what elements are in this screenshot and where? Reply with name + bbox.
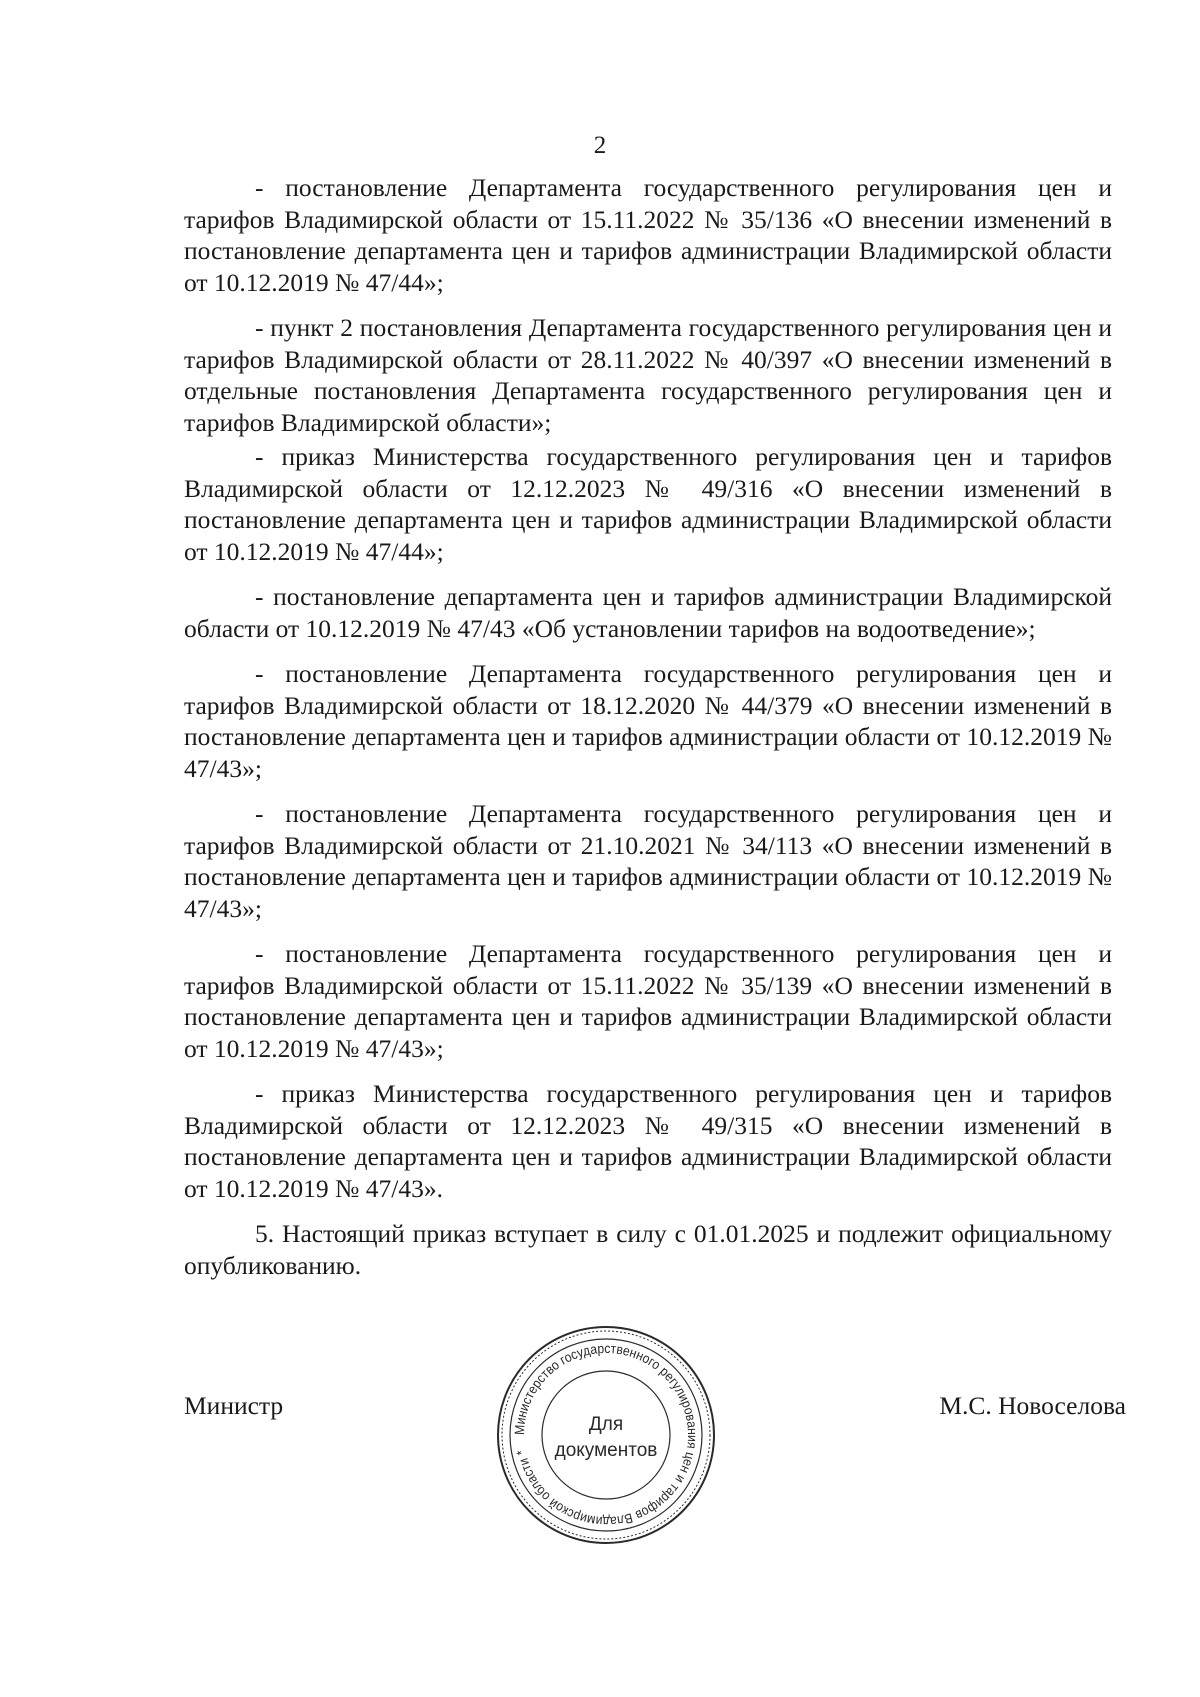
seal-graphic — [493, 1322, 719, 1548]
list-item: - постановление департамента цен и тарифов администрации Владимирской области от 10.12.2019 № 47/43 «Об установлении тарифов на водоотведение»; — [184, 582, 1112, 643]
list-item: - постановление Департамента государственного регулирования цен и тарифов Владимирской области от 15.11.2022 № 35/136 «О внесении изменений в постановление департамента цен и тарифов администрации Владимирской области от 10.12.2019 № 47/44»; — [184, 173, 1112, 297]
signatory-title: Министр — [184, 1391, 284, 1420]
list-item: - приказ Министерства государственного регулирования цен и тарифов Владимирской области от 12.12.2023 № 49/316 «О внесении изменений в постановление департамента цен и тарифов администрации Владимирской области от 10.12.2019 № 47/44»; — [184, 442, 1112, 566]
official-seal — [493, 1322, 719, 1548]
document-body — [184, 172, 1112, 1295]
seal-center-line-2: документов — [554, 1440, 658, 1461]
list-item: - постановление Департамента государственного регулирования цен и тарифов Владимирской области от 18.12.2020 № 44/379 «О внесении изменений в постановление департамента цен и тарифов администрации области от 10.12.2019 № 47/43»; — [184, 659, 1112, 783]
page-number: 2 — [593, 132, 607, 159]
signatory-name: М.С. Новоселова — [939, 1391, 1126, 1420]
seal-center-line-1: Для — [588, 1414, 624, 1435]
list-item: - приказ Министерства государственного регулирования цен и тарифов Владимирской области от 12.12.2023 № 49/315 «О внесении изменений в постановление департамента цен и тарифов администрации Владимирской области от 10.12.2019 № 47/43». — [184, 1079, 1112, 1203]
effective-date-clause: 5. Настоящий приказ вступает в силу с 01.01.2025 и подлежит официальному опубликованию. — [184, 1219, 1112, 1280]
list-item: - постановление Департамента государственного регулирования цен и тарифов Владимирской области от 15.11.2022 № 35/139 «О внесении изменений в постановление департамента цен и тарифов администрации Владимирской области от 10.12.2019 № 47/43»; — [184, 939, 1112, 1063]
seal-ring-text: Министерство государственного регулирования цен и тарифов Владимирской области * — [511, 1340, 701, 1530]
list-item: - постановление Департамента государственного регулирования цен и тарифов Владимирской области от 21.10.2021 № 34/113 «О внесении изменений в постановление департамента цен и тарифов администрации области от 10.12.2019 № 47/43»; — [184, 799, 1112, 923]
list-item: - пункт 2 постановления Департамента государственного регулирования цен и тарифов Владимирской области от 28.11.2022 № 40/397 «О внесении изменений в отдельные постановления Департамента государственного регулирования цен и тарифов Владимирской области»; — [184, 313, 1112, 437]
